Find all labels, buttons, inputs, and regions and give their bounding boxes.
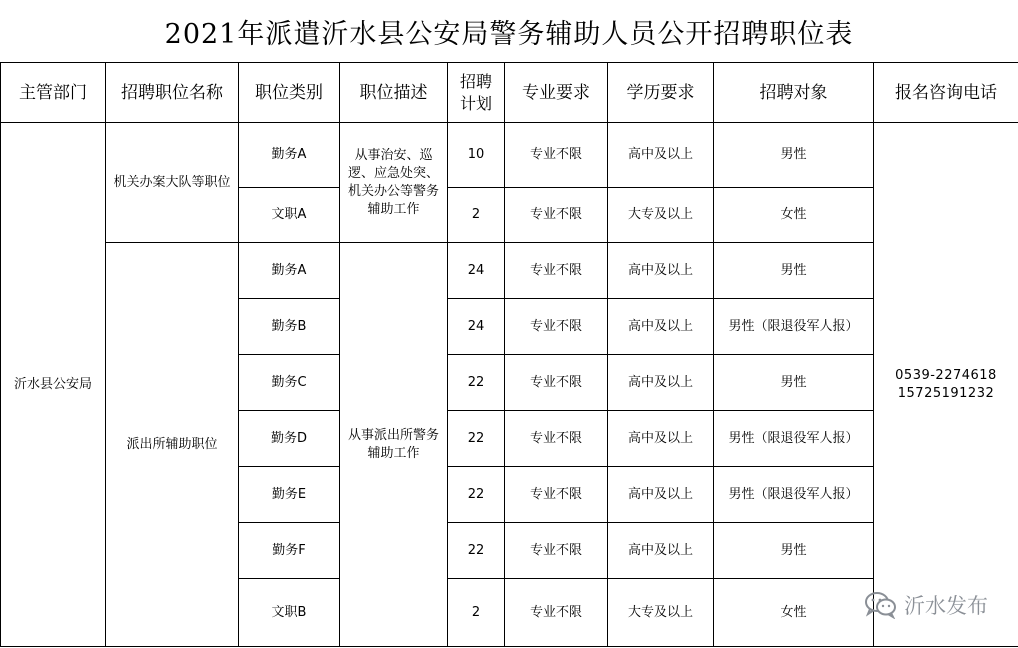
education-cell: 高中及以上 <box>608 523 714 579</box>
category-cell: 文职A <box>239 188 340 243</box>
plan-cell: 10 <box>448 123 505 188</box>
target-cell: 男性（限退役军人报） <box>714 467 874 523</box>
major-cell: 专业不限 <box>505 411 608 467</box>
target-cell: 女性 <box>714 188 874 243</box>
major-cell: 专业不限 <box>505 523 608 579</box>
description-cell: 从事派出所警务辅助工作 <box>340 243 448 647</box>
major-cell: 专业不限 <box>505 355 608 411</box>
education-cell: 高中及以上 <box>608 243 714 299</box>
education-cell: 高中及以上 <box>608 299 714 355</box>
target-cell: 女性 <box>714 579 874 647</box>
header-position-name: 招聘职位名称 <box>106 63 239 123</box>
education-cell: 高中及以上 <box>608 355 714 411</box>
plan-cell: 24 <box>448 243 505 299</box>
header-dept: 主管部门 <box>1 63 106 123</box>
target-cell: 男性 <box>714 523 874 579</box>
category-cell: 勤务F <box>239 523 340 579</box>
header-row <box>1 63 1018 123</box>
department-cell: 沂水县公安局 <box>1 123 106 647</box>
target-cell: 男性（限退役军人报） <box>714 411 874 467</box>
plan-cell: 24 <box>448 299 505 355</box>
category-cell: 勤务C <box>239 355 340 411</box>
header-description: 职位描述 <box>340 63 448 123</box>
education-cell: 大专及以上 <box>608 188 714 243</box>
header-plan: 招聘计划 <box>448 63 505 123</box>
position-name-cell: 机关办案大队等职位 <box>106 123 239 243</box>
major-cell: 专业不限 <box>505 467 608 523</box>
plan-cell: 2 <box>448 188 505 243</box>
description-cell: 从事治安、巡逻、应急处突、机关办公等警务辅助工作 <box>340 123 448 243</box>
header-education: 学历要求 <box>608 63 714 123</box>
category-cell: 勤务B <box>239 299 340 355</box>
category-cell: 勤务E <box>239 467 340 523</box>
category-cell: 勤务D <box>239 411 340 467</box>
major-cell: 专业不限 <box>505 123 608 188</box>
education-cell: 大专及以上 <box>608 579 714 647</box>
page-title: 2021年派遣沂水县公安局警务辅助人员公开招聘职位表 <box>164 18 854 50</box>
table-row <box>1 243 1018 299</box>
phone-cell <box>874 123 1018 647</box>
major-cell: 专业不限 <box>505 243 608 299</box>
category-cell: 文职B <box>239 579 340 647</box>
plan-cell: 2 <box>448 579 505 647</box>
category-cell: 勤务A <box>239 123 340 188</box>
target-cell: 男性 <box>714 355 874 411</box>
watermark <box>864 590 988 620</box>
table-row <box>1 123 1018 188</box>
education-cell: 高中及以上 <box>608 467 714 523</box>
plan-cell: 22 <box>448 355 505 411</box>
major-cell: 专业不限 <box>505 579 608 647</box>
category-cell: 勤务A <box>239 243 340 299</box>
wechat-icon <box>864 591 898 619</box>
position-name-cell: 派出所辅助职位 <box>106 243 239 647</box>
header-target: 招聘对象 <box>714 63 874 123</box>
education-cell: 高中及以上 <box>608 411 714 467</box>
watermark-text: 沂水发布 <box>904 594 988 618</box>
recruitment-table <box>0 62 1018 647</box>
target-cell: 男性 <box>714 243 874 299</box>
phone-line: 0539-2274618 <box>895 367 997 383</box>
header-category: 职位类别 <box>239 63 340 123</box>
major-cell: 专业不限 <box>505 188 608 243</box>
plan-cell: 22 <box>448 411 505 467</box>
header-phone: 报名咨询电话 <box>874 63 1018 123</box>
plan-cell: 22 <box>448 467 505 523</box>
target-cell: 男性 <box>714 123 874 188</box>
header-major: 专业要求 <box>505 63 608 123</box>
plan-cell: 22 <box>448 523 505 579</box>
phone-line: 15725191232 <box>897 385 995 401</box>
education-cell: 高中及以上 <box>608 123 714 188</box>
major-cell: 专业不限 <box>505 299 608 355</box>
target-cell: 男性（限退役军人报） <box>714 299 874 355</box>
